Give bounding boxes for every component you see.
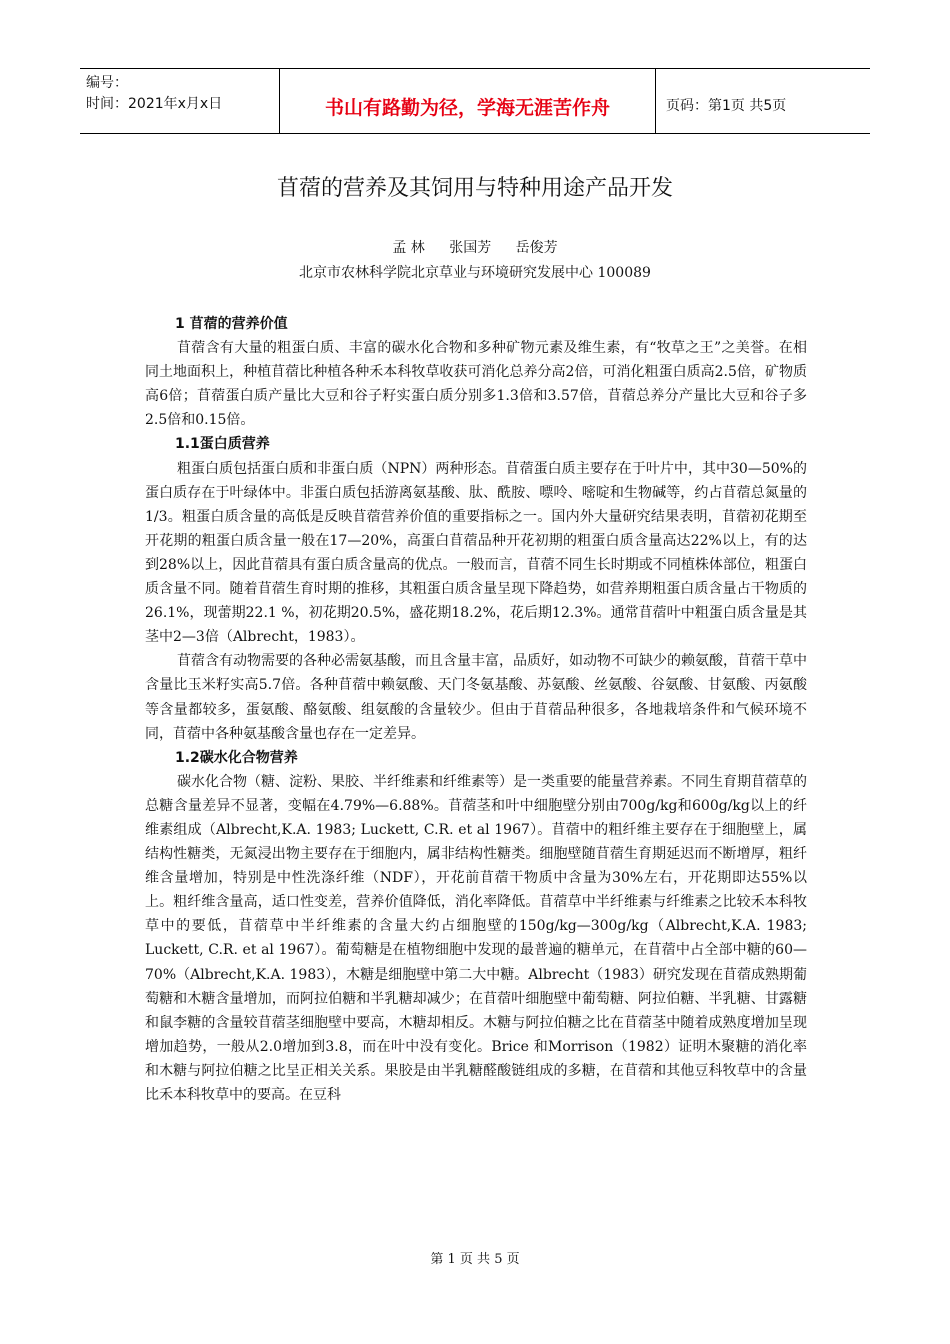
page-header <box>80 68 870 134</box>
time-label: 时间：2021年x月x日 <box>86 96 223 112</box>
number-label: 编号： <box>86 75 128 91</box>
section-paragraph-1: 苜蓿含有大量的粗蛋白质、丰富的碳水化合物和多种矿物元素及维生素，有“牧草之王”之美誉。在相同土地面积上，种植苜蓿比种植各种禾本科牧草收获可消化总养分高2倍，可消化粗蛋白质高2.5倍，矿物质高6倍；苜蓿蛋白质产量比大豆和谷子籽实蛋白质分别多1.3倍和3.57倍，苜蓿总养分产量比大豆和谷子多2.5倍和0.15倍。 <box>145 340 807 429</box>
authors <box>0 237 950 257</box>
author-3: 岳俊芳 <box>515 240 558 256</box>
document-body <box>145 312 807 1107</box>
section-paragraph-1-2: 碳水化合物（糖、淀粉、果胶、半纤维素和纤维素等）是一类重要的能量营养素。不同生育期苜蓿草的总糖含量差异不显著，变幅在4.79%—6.88%。苜蓿茎和叶中细胞壁分别由700g/kg和600g/kg以上的纤维素组成（Albrecht,K.A. 1983; Luckett, C.R. et al 1967）。苜蓿中的粗纤维主要存在于细胞壁上，属结构性糖类，无氮浸出物主要存在于细胞内，属非结构性糖类。细胞壁随苜蓿生育期延迟而不断增厚，粗纤维含量增加，特别是中性洗涤纤维（NDF），开花前苜蓿干物质中含量为30%左右，开花期即达55%以上。粗纤维含量高，适口性变差，营养价值降低，消化率降低。苜蓿草中半纤维素与纤维素之比较禾本科牧草中的要低，苜蓿草中半纤维素的含量大约占细胞壁的150g/kg—300g/kg（Albrecht,K.A. 1983; Luckett, C.R. et al 1967）。葡萄糖是在植物细胞中发现的最普遍的糖单元，在苜蓿中占全部中糖的60—70%（Albrecht,K.A. 1983），木糖是细胞壁中第二大中糖。Albrecht（1983）研究发现在苜蓿成熟期葡萄糖和木糖含量增加，而阿拉伯糖和半乳糖却减少；在苜蓿叶细胞壁中葡萄糖、阿拉伯糖、半乳糖、甘露糖和鼠李糖的含量较苜蓿茎细胞壁中要高，木糖却相反。木糖与阿拉伯糖之比在苜蓿茎中随着成熟度增加呈现增加趋势，一般从2.0增加到3.8，而在叶中没有变化。Brice 和Morrison（1982）证明木聚糖的消化率和木糖与阿拉伯糖之比呈正相关关系。果胶是由半乳糖醛酸链组成的多糖，在苜蓿和其他豆科牧草中的含量比禾本科牧草中的要高。在豆科 <box>145 773 807 1103</box>
section-heading-1: 1 苜蓿的营养价值 <box>175 316 288 332</box>
header-motto: 书山有路勤为径，学海无涯苦作舟 <box>280 69 656 133</box>
affiliation: 北京市农林科学院北京草业与环境研究发展中心 100089 <box>299 265 651 281</box>
section-paragraph-1-1a: 粗蛋白质包括蛋白质和非蛋白质（NPN）两种形态。苜蓿蛋白质主要存在于叶片中，其中30—50%的蛋白质存在于叶绿体中。非蛋白质包括游离氨基酸、肽、酰胺、嘌呤、嘧啶和生物碱等，约占苜蓿总氮量的1/3。粗蛋白质含量的高低是反映苜蓿营养价值的重要指标之一。国内外大量研究结果表明，苜蓿初花期至开花期的粗蛋白质含量一般在17—20%，高蛋白苜蓿品种开花初期的粗蛋白质含量高达22%以上，有的达到28%以上，因此苜蓿具有蛋白质含量高的优点。一般而言，苜蓿不同生长时期或不同植株体部位，粗蛋白质含量不同。随着苜蓿生育时期的推移，其粗蛋白质含量呈现下降趋势，如营养期粗蛋白质含量占干物质的26.1%，现蕾期22.1 %，初花期20.5%，盛花期18.2%，花后期12.3%。通常苜蓿叶中粗蛋白质含量是其茎中2—3倍（Albrecht，1983）。 <box>145 460 807 646</box>
header-page-info: 页码：第1页 共5页 <box>666 98 787 114</box>
header-meta <box>80 69 280 133</box>
section-heading-1-1: 1.1蛋白质营养 <box>175 436 270 453</box>
section-paragraph-1-1b: 苜蓿含有动物需要的各种必需氨基酸，而且含量丰富，品质好，如动物不可缺少的赖氨酸，苜蓿干草中含量比玉米籽实高5.7倍。各种苜蓿中赖氨酸、天门冬氨基酸、苏氨酸、丝氨酸、谷氨酸、甘氨酸、丙氨酸等含量都较多，蛋氨酸、酪氨酸、组氨酸的含量较少。但由于苜蓿品种很多，各地栽培条件和气候环境不同，苜蓿中各种氨基酸含量也存在一定差异。 <box>145 653 807 742</box>
author-1: 孟 林 <box>392 240 425 256</box>
section-heading-1-2: 1.2碳水化合物营养 <box>175 749 298 766</box>
document-title: 苜蓿的营养及其饲用与特种用途产品开发 <box>276 176 673 201</box>
author-2: 张国芳 <box>449 240 492 256</box>
page-footer: 第 1 页 共 5 页 <box>430 1252 520 1267</box>
